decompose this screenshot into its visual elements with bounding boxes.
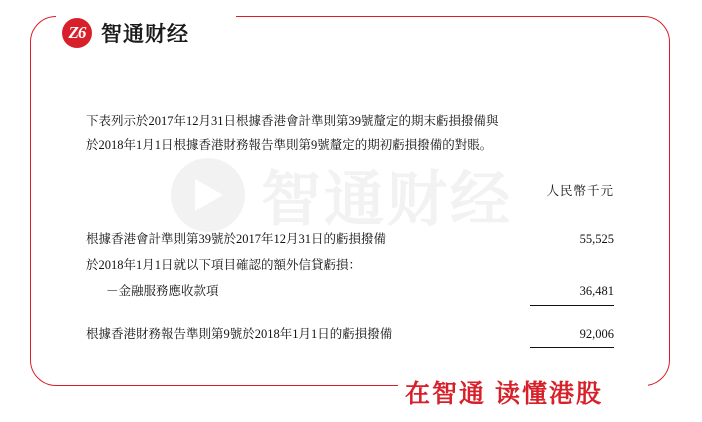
row-value: 92,006 [579, 326, 614, 341]
watermark-text: 智通财经 [261, 166, 513, 233]
table-spacer-row [86, 305, 614, 316]
loss-allowance-table [86, 227, 614, 350]
row-label: －金融服務應收款項 [106, 284, 219, 299]
document-content [86, 110, 614, 350]
intro-paragraph [86, 110, 614, 158]
intro-paragraph-line1: 下表列示於2017年12月31日根據香港會計準則第39號釐定的期末虧損撥備與 [86, 114, 499, 128]
table-total-rule-row [86, 348, 614, 351]
table-row [86, 253, 614, 279]
table-row [86, 322, 614, 348]
row-label: 根據香港財務報告準則第9號於2018年1月1日的虧損撥備 [86, 327, 393, 341]
currency-unit-label: 人民幣千元 [546, 183, 614, 198]
footer-slogan: 在智通 读懂港股 [405, 380, 603, 408]
intro-paragraph-line2: 於2018年1月1日根據香港財務報告準則第9號釐定的期初虧損撥備的對賬。 [86, 137, 493, 152]
logo-circle-icon: Z6 [62, 18, 92, 48]
table-row [86, 227, 614, 253]
rule-cell-right [530, 348, 614, 351]
brand-logo [62, 18, 189, 48]
row-value: 55,525 [579, 232, 614, 247]
row-label: 於2018年1月1日就以下項目確認的額外信貸虧損： [86, 258, 362, 272]
row-value [530, 253, 614, 279]
subtotal-rule [530, 305, 614, 316]
spacer-cell [86, 305, 530, 316]
brand-name: 智通财经 [101, 23, 189, 46]
row-value: 36,481 [579, 283, 614, 298]
table-row [86, 279, 614, 305]
row-label: 根據香港會計準則第39號於2017年12月31日的虧損撥備 [86, 232, 387, 247]
rule-cell-left [86, 348, 530, 351]
